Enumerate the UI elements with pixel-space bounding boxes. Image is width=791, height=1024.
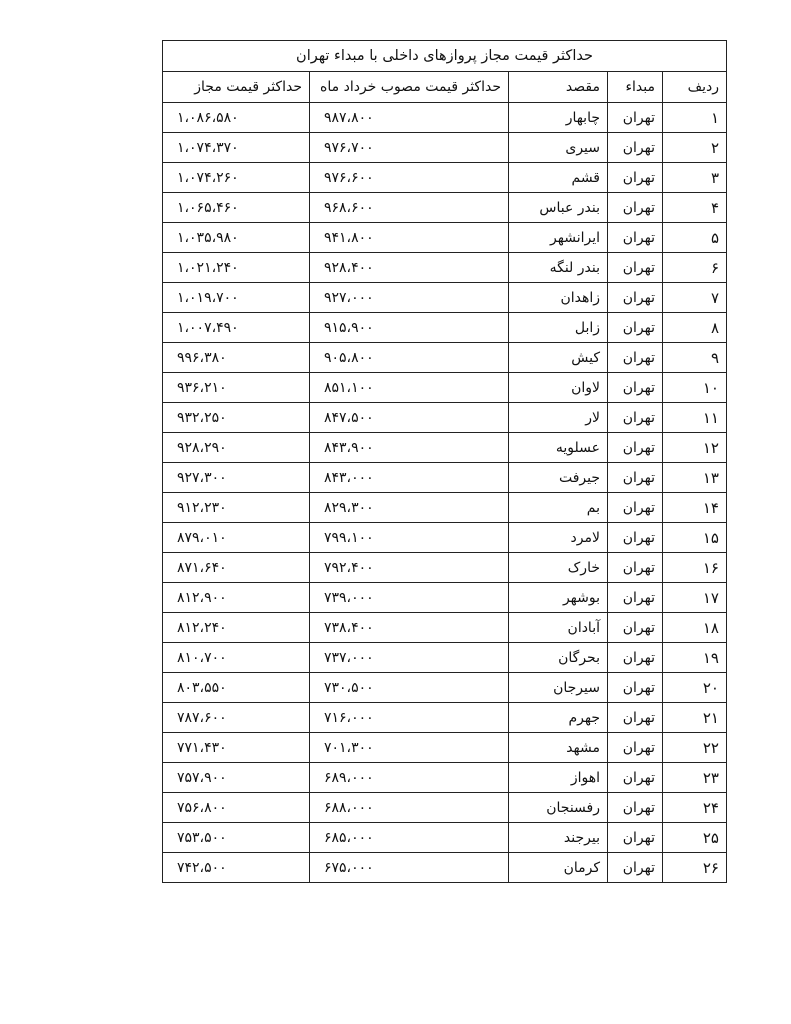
table-row [163,223,727,253]
destination-cell: بندر عباس [509,193,608,223]
row-number-cell: ۱۲ [663,433,727,463]
approved-price-cell: ۶۸۸،۰۰۰ [310,793,509,823]
approved-price-cell: ۶۷۵،۰۰۰ [310,853,509,883]
header-approved-price: حداکثر قیمت مصوب خرداد ماه [310,72,509,103]
table-row [163,403,727,433]
origin-cell: تهران [608,673,663,703]
origin-cell: تهران [608,763,663,793]
table-row [163,643,727,673]
max-price-cell: ۱،۰۱۹،۷۰۰ [163,283,310,313]
destination-cell: لاوان [509,373,608,403]
destination-cell: بحرگان [509,643,608,673]
approved-price-cell: ۹۱۵،۹۰۰ [310,313,509,343]
destination-cell: چابهار [509,103,608,133]
destination-cell: بوشهر [509,583,608,613]
row-number-cell: ۴ [663,193,727,223]
max-price-cell: ۱،۰۷۴،۳۷۰ [163,133,310,163]
max-price-cell: ۱،۰۷۴،۲۶۰ [163,163,310,193]
origin-cell: تهران [608,373,663,403]
origin-cell: تهران [608,853,663,883]
origin-cell: تهران [608,553,663,583]
approved-price-cell: ۶۸۹،۰۰۰ [310,763,509,793]
approved-price-cell: ۷۳۸،۴۰۰ [310,613,509,643]
table-row [163,793,727,823]
destination-cell: عسلویه [509,433,608,463]
row-number-cell: ۳ [663,163,727,193]
table-title: حداکثر قیمت مجاز پروازهای داخلی با مبداء تهران [162,40,727,71]
row-number-cell: ۱۷ [663,583,727,613]
origin-cell: تهران [608,343,663,373]
max-price-cell: ۸۰۳،۵۵۰ [163,673,310,703]
table-row [163,373,727,403]
row-number-cell: ۹ [663,343,727,373]
destination-cell: زابل [509,313,608,343]
origin-cell: تهران [608,463,663,493]
max-price-cell: ۹۲۷،۳۰۰ [163,463,310,493]
max-price-cell: ۸۱۰،۷۰۰ [163,643,310,673]
row-number-cell: ۸ [663,313,727,343]
destination-cell: آبادان [509,613,608,643]
table-row [163,133,727,163]
row-number-cell: ۱۴ [663,493,727,523]
table-row [163,823,727,853]
destination-cell: قشم [509,163,608,193]
approved-price-cell: ۹۸۷،۸۰۰ [310,103,509,133]
approved-price-cell: ۸۴۳،۹۰۰ [310,433,509,463]
origin-cell: تهران [608,253,663,283]
table-body [163,103,727,883]
approved-price-cell: ۷۳۰،۵۰۰ [310,673,509,703]
header-origin: مبداء [608,72,663,103]
destination-cell: لامرد [509,523,608,553]
max-price-cell: ۱،۰۸۶،۵۸۰ [163,103,310,133]
row-number-cell: ۲۶ [663,853,727,883]
origin-cell: تهران [608,733,663,763]
row-number-cell: ۷ [663,283,727,313]
approved-price-cell: ۹۴۱،۸۰۰ [310,223,509,253]
row-number-cell: ۱۶ [663,553,727,583]
max-price-cell: ۷۴۲،۵۰۰ [163,853,310,883]
origin-cell: تهران [608,523,663,553]
table-row [163,673,727,703]
max-price-cell: ۱،۰۰۷،۴۹۰ [163,313,310,343]
max-price-cell: ۷۷۱،۴۳۰ [163,733,310,763]
origin-cell: تهران [608,583,663,613]
table-row [163,253,727,283]
table-row [163,703,727,733]
approved-price-cell: ۷۰۱،۳۰۰ [310,733,509,763]
destination-cell: بندر لنگه [509,253,608,283]
table-row [163,733,727,763]
max-price-cell: ۹۱۲،۲۳۰ [163,493,310,523]
row-number-cell: ۱۳ [663,463,727,493]
approved-price-cell: ۹۶۸،۶۰۰ [310,193,509,223]
row-number-cell: ۲۱ [663,703,727,733]
table-row [163,163,727,193]
origin-cell: تهران [608,133,663,163]
max-price-cell: ۸۷۹،۰۱۰ [163,523,310,553]
destination-cell: لار [509,403,608,433]
max-price-cell: ۹۳۶،۲۱۰ [163,373,310,403]
approved-price-cell: ۹۲۷،۰۰۰ [310,283,509,313]
max-price-cell: ۱،۰۳۵،۹۸۰ [163,223,310,253]
header-row-number: ردیف [663,72,727,103]
origin-cell: تهران [608,103,663,133]
max-price-cell: ۷۵۶،۸۰۰ [163,793,310,823]
table-row [163,583,727,613]
approved-price-cell: ۹۷۶،۶۰۰ [310,163,509,193]
row-number-cell: ۱۵ [663,523,727,553]
origin-cell: تهران [608,193,663,223]
approved-price-cell: ۹۰۵،۸۰۰ [310,343,509,373]
max-price-cell: ۷۸۷،۶۰۰ [163,703,310,733]
approved-price-cell: ۹۷۶،۷۰۰ [310,133,509,163]
approved-price-cell: ۸۲۹،۳۰۰ [310,493,509,523]
table-row [163,433,727,463]
origin-cell: تهران [608,283,663,313]
origin-cell: تهران [608,703,663,733]
table-row [163,313,727,343]
max-price-cell: ۸۱۲،۹۰۰ [163,583,310,613]
max-price-cell: ۹۲۸،۲۹۰ [163,433,310,463]
table-row [163,193,727,223]
origin-cell: تهران [608,433,663,463]
header-max-price: حداکثر قیمت مجاز [163,72,310,103]
destination-cell: خارک [509,553,608,583]
max-price-cell: ۹۹۶،۳۸۰ [163,343,310,373]
row-number-cell: ۱۸ [663,613,727,643]
destination-cell: جهرم [509,703,608,733]
destination-cell: اهواز [509,763,608,793]
approved-price-cell: ۹۲۸،۴۰۰ [310,253,509,283]
approved-price-cell: ۷۹۹،۱۰۰ [310,523,509,553]
origin-cell: تهران [608,823,663,853]
approved-price-cell: ۸۵۱،۱۰۰ [310,373,509,403]
origin-cell: تهران [608,793,663,823]
row-number-cell: ۱۹ [663,643,727,673]
row-number-cell: ۲۲ [663,733,727,763]
origin-cell: تهران [608,313,663,343]
approved-price-cell: ۸۴۷،۵۰۰ [310,403,509,433]
header-row [163,72,727,103]
row-number-cell: ۱ [663,103,727,133]
row-number-cell: ۲۰ [663,673,727,703]
destination-cell: بم [509,493,608,523]
row-number-cell: ۲۴ [663,793,727,823]
max-price-cell: ۷۵۷،۹۰۰ [163,763,310,793]
row-number-cell: ۱۰ [663,373,727,403]
approved-price-cell: ۷۹۲،۴۰۰ [310,553,509,583]
approved-price-cell: ۸۴۳،۰۰۰ [310,463,509,493]
table-row [163,103,727,133]
table-row [163,553,727,583]
destination-cell: سیری [509,133,608,163]
price-table [162,40,727,883]
max-price-cell: ۷۵۳،۵۰۰ [163,823,310,853]
table-row [163,343,727,373]
origin-cell: تهران [608,493,663,523]
table-row [163,283,727,313]
header-destination: مقصد [509,72,608,103]
approved-price-cell: ۶۸۵،۰۰۰ [310,823,509,853]
max-price-cell: ۸۱۲،۲۴۰ [163,613,310,643]
destination-cell: کیش [509,343,608,373]
table-row [163,763,727,793]
destination-cell: رفسنجان [509,793,608,823]
approved-price-cell: ۷۳۷،۰۰۰ [310,643,509,673]
origin-cell: تهران [608,643,663,673]
table-row [163,613,727,643]
max-price-cell: ۱،۰۲۱،۲۴۰ [163,253,310,283]
origin-cell: تهران [608,223,663,253]
destination-cell: کرمان [509,853,608,883]
approved-price-cell: ۷۳۹،۰۰۰ [310,583,509,613]
row-number-cell: ۱۱ [663,403,727,433]
approved-price-cell: ۷۱۶،۰۰۰ [310,703,509,733]
max-price-cell: ۱،۰۶۵،۴۶۰ [163,193,310,223]
row-number-cell: ۲۳ [663,763,727,793]
table-row [163,463,727,493]
origin-cell: تهران [608,403,663,433]
table-row [163,493,727,523]
destination-cell: بیرجند [509,823,608,853]
row-number-cell: ۲ [663,133,727,163]
destination-cell: زاهدان [509,283,608,313]
origin-cell: تهران [608,613,663,643]
row-number-cell: ۲۵ [663,823,727,853]
destination-cell: مشهد [509,733,608,763]
origin-cell: تهران [608,163,663,193]
table-header [163,72,727,103]
row-number-cell: ۵ [663,223,727,253]
destination-cell: ایرانشهر [509,223,608,253]
destination-cell: جیرفت [509,463,608,493]
row-number-cell: ۶ [663,253,727,283]
table-row [163,523,727,553]
max-price-cell: ۹۳۲،۲۵۰ [163,403,310,433]
max-price-cell: ۸۷۱،۶۴۰ [163,553,310,583]
table-row [163,853,727,883]
destination-cell: سیرجان [509,673,608,703]
